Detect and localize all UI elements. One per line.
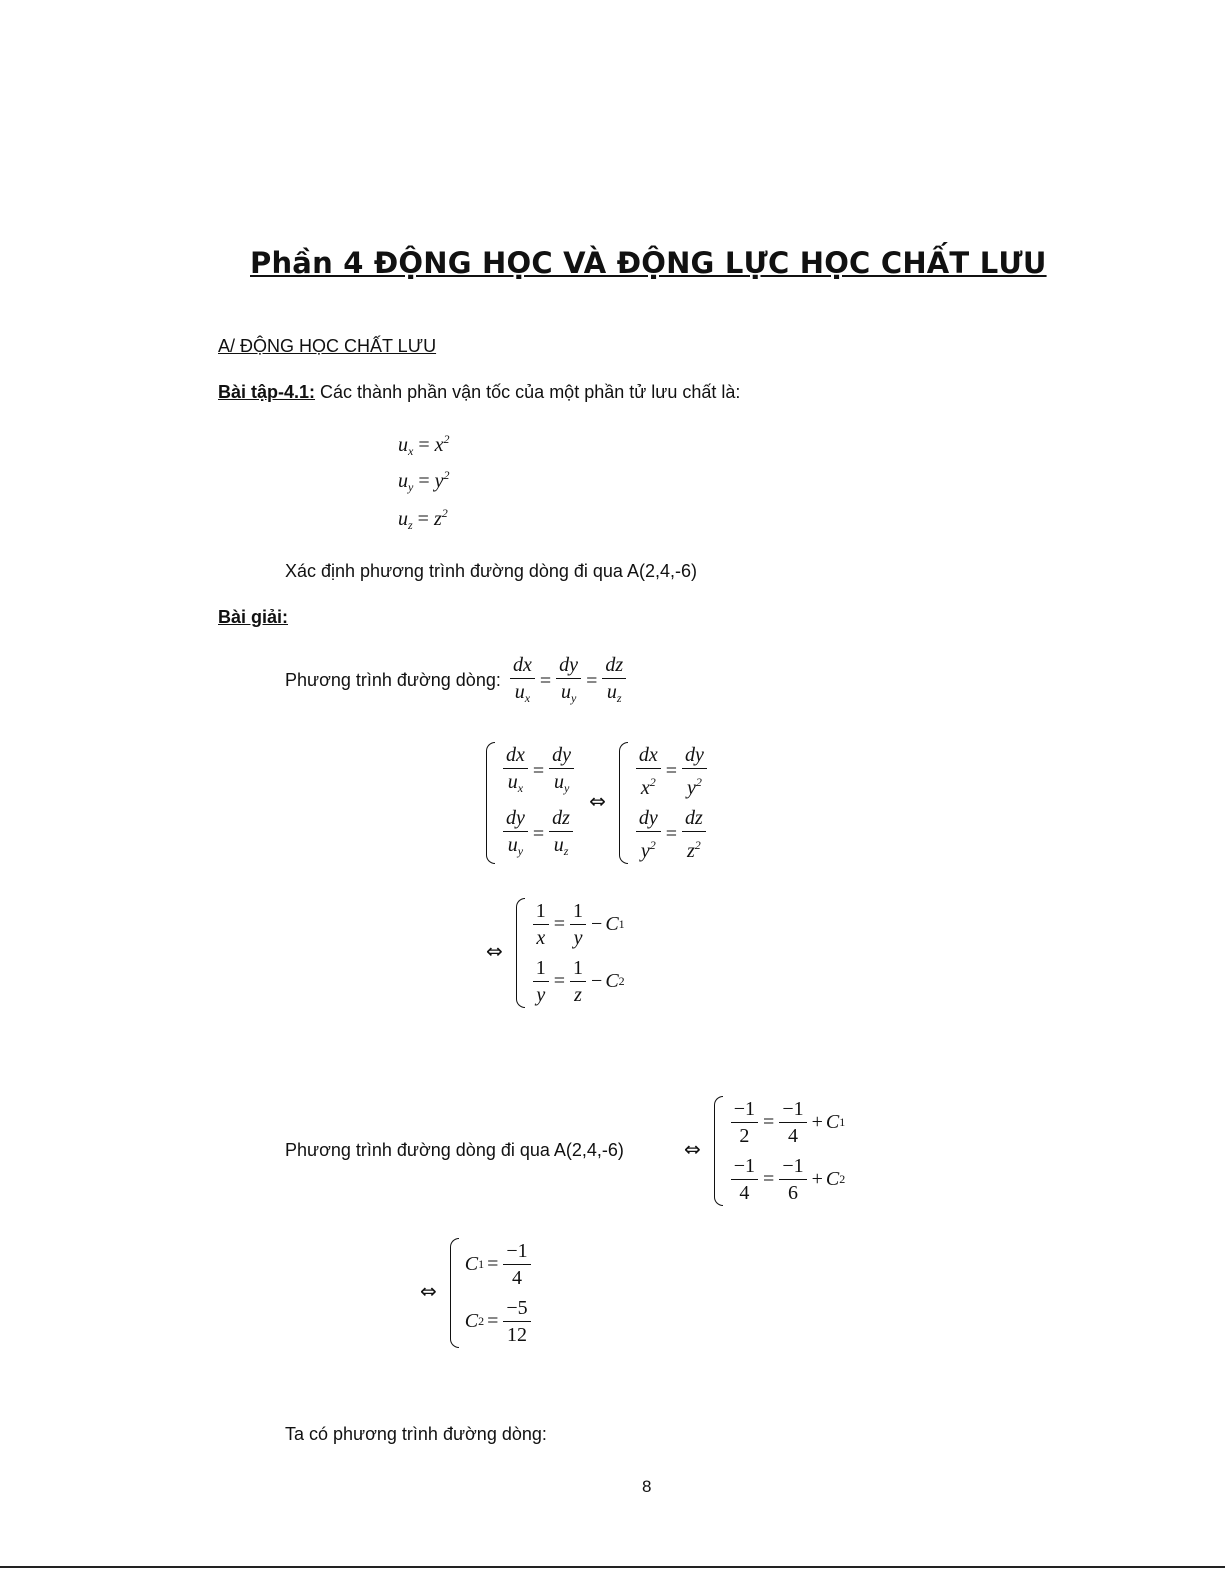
page-bottom-rule [0,1566,1225,1568]
system-equivalence-1: $\frac{dx}{u_x}$ = $\frac{dy}{u_y}$ $\frac{dy}{u_y}$ = $\frac{dz}{u_z}$ ⇔ $\frac{dx}{x^2}$ = $\frac{dy}{y^2}$ $\frac{dy}{y^2}$ = $\frac{dz}{z^2}$ [486,742,709,864]
through-point-label: Phương trình đường dòng đi qua A(2,4,-6) [285,1140,624,1160]
solution-label: Bài giải: [218,607,289,627]
page-title: Phần 4 ĐỘNG HỌC VÀ ĐỘNG LỰC HỌC CHẤT LƯU [250,246,1047,280]
equation-ux: $u_x = x^2$ [398,432,450,458]
equation-uz: $u_z = z^2$ [398,506,448,532]
system-integrated: ⇔ $\frac{1}{x}$ = $\frac{1}{y}$ − C 1 $\frac{1}{y}$ = $\frac{1}{z}$ − C 2 [486,900,625,1006]
conclusion-label: Ta có phương trình đường dòng: [285,1424,547,1444]
exercise-text: Các thành phần vận tốc của một phần tử lưu chất là: [315,382,741,402]
section-heading: A/ ĐỘNG HỌC CHẤT LƯU [218,336,437,356]
exercise-statement [218,382,740,403]
streamline-equation: $\frac{dx}{u_x}$ = $\frac{dy}{u_y}$ = $\frac{dz}{u_z}$ [508,652,628,711]
exercise-question: Xác định phương trình đường dòng đi qua A(2,4,-6) [285,561,697,581]
exercise-label: Bài tập-4.1: [218,382,316,402]
streamline-label: Phương trình đường dòng: [285,670,501,690]
equation-uy: $u_y = y^2$ [398,468,450,494]
system-constants: ⇔ C 1 = $\frac{-1}{4}$ C 2 = $\frac{-5}{12}$ [412,1238,533,1348]
system-through-point: ⇔ $\frac{-1}{2}$ = $\frac{-1}{4}$ + C 1 $\frac{-1}{4}$ = $\frac{-1}{6}$ + C 2 [684,1098,846,1204]
page-number: 8 [642,1477,652,1496]
